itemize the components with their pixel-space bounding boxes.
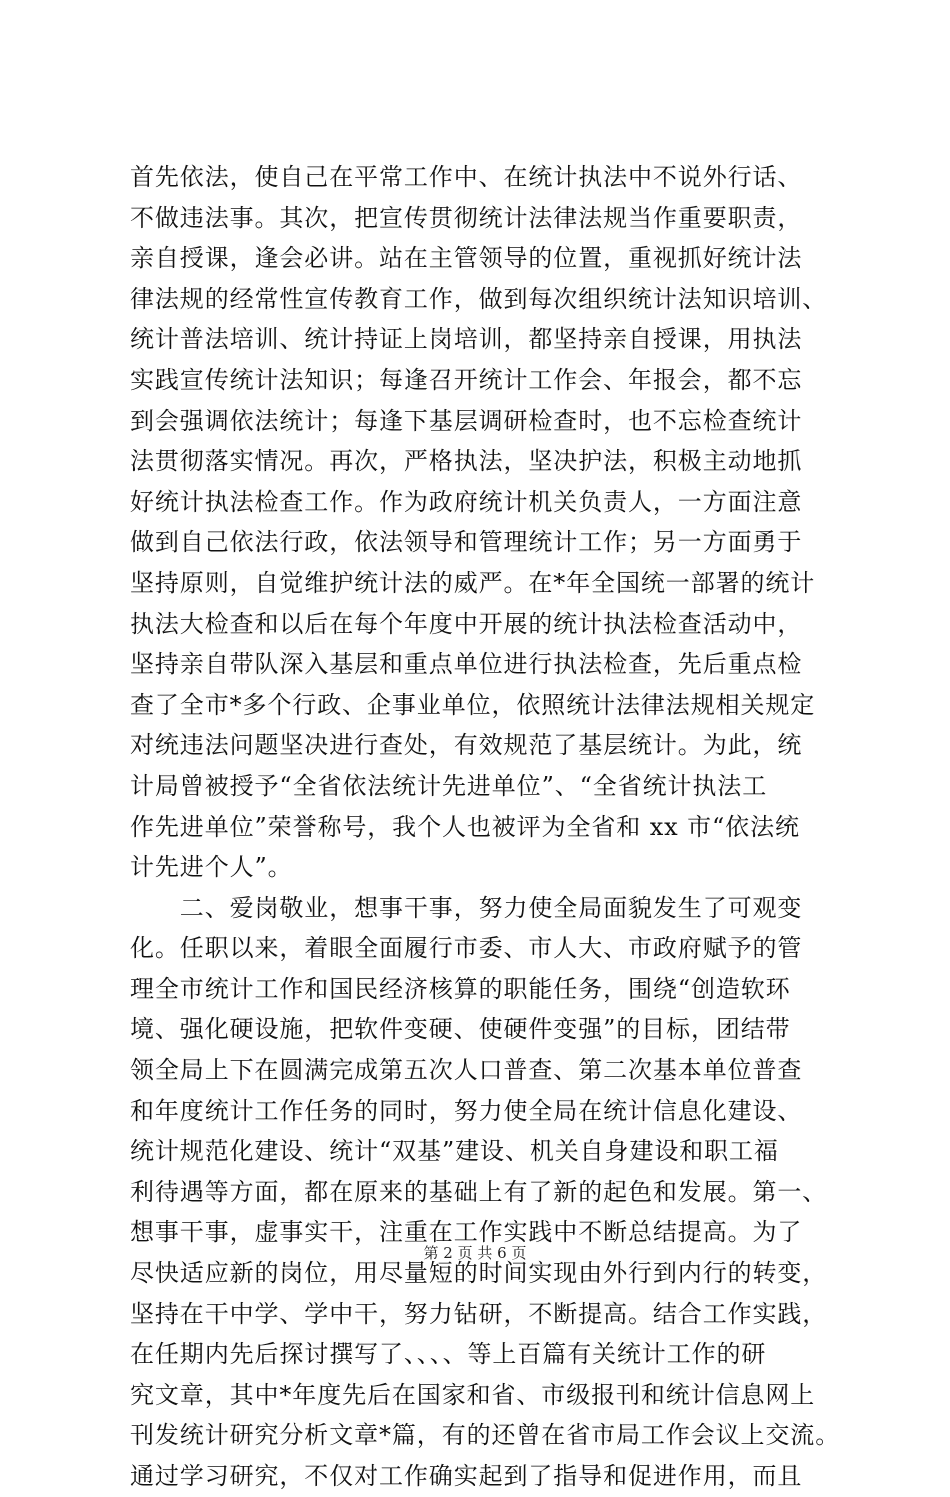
page-footer: 第 2 页 共 6 页 [423, 1244, 527, 1262]
text-line: 想事干事，虚事实干，注重在工作实践中不断总结提高。为了 [130, 1218, 803, 1247]
text-line: 利待遇等方面，都在原来的基础上有了新的起色和发展。第一、 [130, 1177, 828, 1206]
text-line: 通过学习研究，不仅对工作确实起到了指导和促进作用，而且 [130, 1462, 803, 1490]
text-line: 查了全市*多个行政、企事业单位，依照统计法律法规相关规定 [130, 690, 816, 719]
text-line: 究文章，其中*年度先后在国家和省、市级报刊和统计信息网上 [130, 1380, 816, 1409]
text-line: 境、强化硬设施，把软件变硬、使硬件变强”的目标，团结带 [130, 1015, 791, 1044]
text-line: 坚持亲自带队深入基层和重点单位进行执法检查，先后重点检 [130, 650, 803, 679]
text-line: 计先进个人”。 [130, 853, 293, 882]
body-text [130, 157, 850, 1497]
text-line: 法贯彻落实情况。再次，严格执法，坚决护法，积极主动地抓 [130, 447, 803, 476]
text-line: 在任期内先后探讨撰写了、、、、等上百篇有关统计工作的研 [130, 1340, 767, 1369]
text-line: 和年度统计工作任务的同时，努力使全局在统计信息化建设、 [130, 1096, 803, 1125]
text-line: 亲自授课，逢会必讲。站在主管领导的位置，重视抓好统计法 [130, 244, 803, 273]
text-line: 好统计执法检查工作。作为政府统计机关负责人，一方面注意 [130, 487, 803, 516]
text-line: 坚持在干中学、学中干，努力钻研，不断提高。结合工作实践， [130, 1299, 828, 1328]
text-line: 统计普法培训、统计持证上岗培训，都坚持亲自授课，用执法 [130, 325, 803, 354]
text-line: 对统违法问题坚决进行查处，有效规范了基层统计。为此，统 [130, 731, 803, 760]
text-line: 坚持原则，自觉维护统计法的威严。在*年全国统一部署的统计 [130, 568, 816, 597]
text-line: 不做违法事。其次，把宣传贯彻统计法律法规当作重要职责， [130, 203, 803, 232]
text-line: 做到自己依法行政，依法领导和管理统计工作；另一方面勇于 [130, 528, 803, 557]
text-line: 实践宣传统计法知识；每逢召开统计工作会、年报会，都不忘 [130, 365, 803, 394]
text-line: 计局曾被授予“全省依法统计先进单位”、“全省统计执法工 [130, 771, 768, 800]
text-line: 到会强调依法统计；每逢下基层调研检查时，也不忘检查统计 [130, 406, 803, 435]
text-line: 首先依法，使自己在平常工作中、在统计执法中不说外行话、 [130, 163, 803, 191]
text-line: 作先进单位”荣誉称号，我个人也被评为全省和 xx 市“依法统 [130, 812, 800, 841]
text-line: 尽快适应新的岗位，用尽量短的时间实现由外行到内行的转变， [130, 1259, 828, 1288]
text-line: 统计规范化建设、统计“双基”建设、机关自身建设和职工福 [130, 1137, 779, 1166]
text-line: 执法大检查和以后在每个年度中开展的统计执法检查活动中， [130, 609, 803, 638]
text-line: 律法规的经常性宣传教育工作，做到每次组织统计法知识培训、 [130, 284, 828, 313]
text-line: 刊发统计研究分析文章*篇，有的还曾在省市局工作会议上交流。 [130, 1421, 841, 1450]
text-line: 化。任职以来，着眼全面履行市委、市人大、市政府赋予的管 [130, 934, 803, 963]
text-line: 二、爱岗敬业，想事干事，努力使全局面貌发生了可观变 [130, 893, 803, 922]
text-line: 领全局上下在圆满完成第五次人口普查、第二次基本单位普查 [130, 1056, 803, 1085]
text-line: 理全市统计工作和国民经济核算的职能任务，围绕“创造软环 [130, 974, 791, 1003]
